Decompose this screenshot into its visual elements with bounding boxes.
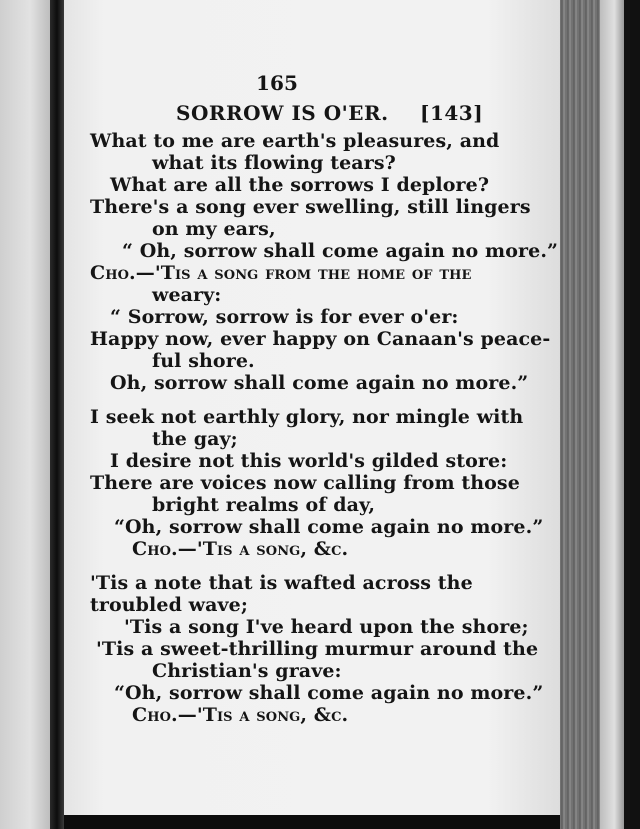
verse-line: I desire not this world's gilded store: (110, 450, 508, 472)
verse-line: what its flowing tears? (152, 152, 396, 174)
chorus-line: “ Sorrow, sorrow is for ever o'er: (110, 306, 459, 328)
hymn-title: SORROW IS O'ER. (176, 101, 389, 125)
chorus-line: ful shore. (152, 350, 255, 372)
chorus-line: weary: (152, 284, 222, 306)
verse-line: the gay; (152, 428, 238, 450)
verse-line: There are voices now calling from those (90, 472, 520, 494)
verse-line: 'Tis a sweet-thrilling murmur around the (96, 638, 539, 660)
verse-line: bright realms of day, (152, 494, 376, 516)
chorus-line: Cho.—'Tis a song from the home of the (90, 262, 472, 284)
verse-line: 'Tis a note that is wafted across the (90, 572, 473, 594)
chorus-line: Oh, sorrow shall come again no more.” (110, 372, 529, 394)
chorus-line: Cho.—'Tis a song, &c. (132, 538, 349, 560)
hymn-number: [143] (420, 101, 484, 125)
chorus-line: Happy now, ever happy on Canaan's peace- (90, 328, 551, 350)
verse-line: What to me are earth's pleasures, and (90, 130, 500, 152)
verse-line: What are all the sorrows I deplore? (110, 174, 490, 196)
verse-line: Christian's grave: (152, 660, 342, 682)
verse-line: “Oh, sorrow shall come again no more.” (114, 516, 544, 538)
verse-line: “Oh, sorrow shall come again no more.” (114, 682, 544, 704)
verse-line: I seek not earthly glory, nor mingle with (90, 406, 524, 428)
chorus-line: Cho.—'Tis a song, &c. (132, 704, 349, 726)
page-number: 165 (256, 71, 299, 95)
verse-line: There's a song ever swelling, still lingers (90, 196, 531, 218)
verse-line: troubled wave; (90, 594, 248, 616)
verse-line: 'Tis a song I've heard upon the shore; (124, 616, 529, 638)
verse-line: “ Oh, sorrow shall come again no more.” (122, 240, 559, 262)
verse-line: on my ears, (152, 218, 276, 240)
